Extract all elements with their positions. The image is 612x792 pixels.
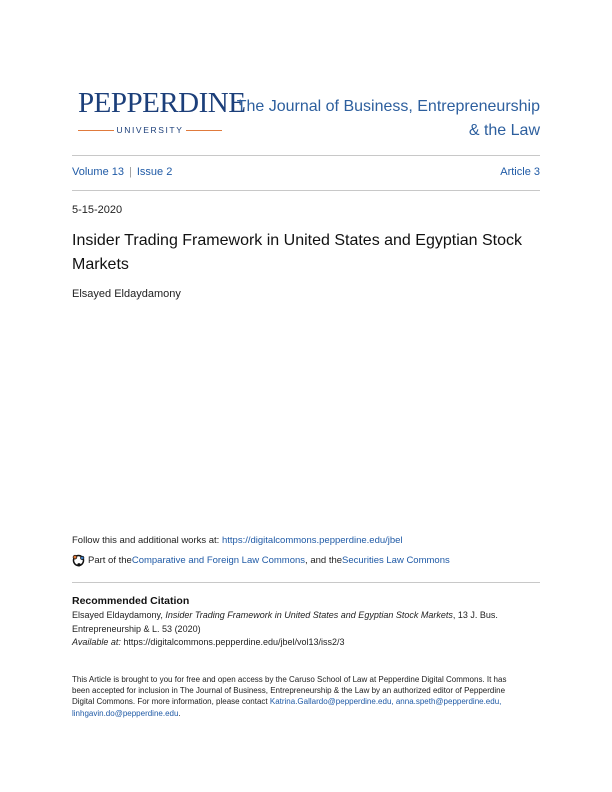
logo-rule-left xyxy=(78,130,114,131)
citation-text xyxy=(72,609,540,650)
journal-title-link[interactable] xyxy=(220,95,540,143)
citation-divider xyxy=(72,582,540,583)
contact-emails[interactable]: Katrina.Gallardo@pepperdine.edu, anna.speth@pepperdine.edu, linhgavin.do@pepperdine.edu xyxy=(72,697,502,718)
issue-separator: | xyxy=(128,166,132,178)
citation-title: Insider Trading Framework in United States and Egyptian Stock Markets xyxy=(165,610,453,620)
citation-rest: , 13 J. Bus. Entrepreneurship & L. 53 (2020) xyxy=(72,610,498,634)
issue-bar xyxy=(72,165,540,179)
university-logo-wordmark[interactable]: PEPPERDINE xyxy=(78,87,246,119)
volume-link[interactable]: Volume 13 xyxy=(72,166,124,178)
article-title: Insider Trading Framework in United States and Egyptian Stock Markets xyxy=(72,232,522,273)
citation-author: Elsayed Eldaydamony, xyxy=(72,610,166,620)
issue-divider xyxy=(72,190,540,191)
logo-subtext-label: UNIVERSITY xyxy=(116,125,184,135)
network-icon xyxy=(72,554,85,567)
access-notice xyxy=(72,674,512,719)
part-of-middle: , and the xyxy=(305,555,343,566)
follow-line xyxy=(72,535,403,546)
issue-link[interactable]: Issue 2 xyxy=(136,166,173,178)
header-divider xyxy=(72,155,540,156)
article-author: Elsayed Eldaydamony xyxy=(72,288,181,300)
access-notice-text: This Article is brought to you for free and open access by the Caruso School of Law at Pepperdine Digital Commons. It has been accepted for inclusion in The Journal of Business, Entrepreneurship & the Law by an authorized editor of Pepperdine Digital Commons. For more information, please contact xyxy=(72,675,507,707)
follow-label: Follow this and additional works at: xyxy=(72,535,222,546)
follow-link[interactable]: https://digitalcommons.pepperdine.edu/jbel xyxy=(221,535,403,546)
available-at-label: Available at: xyxy=(72,637,121,647)
recommended-citation-heading: Recommended Citation xyxy=(72,595,190,607)
publication-date: 5-15-2020 xyxy=(72,204,123,216)
journal-title-line2[interactable]: & the Law xyxy=(468,122,540,139)
journal-title-line1[interactable]: The Journal of Business, Entrepreneurship xyxy=(236,98,540,115)
part-of-line xyxy=(72,554,450,567)
comparative-foreign-law-link[interactable]: Comparative and Foreign Law Commons xyxy=(131,555,306,566)
available-at-url[interactable]: https://digitalcommons.pepperdine.edu/jbel/vol13/iss2/3 xyxy=(120,637,345,647)
part-of-prefix: Part of the xyxy=(88,555,132,566)
article-link[interactable]: Article 3 xyxy=(500,166,540,178)
securities-law-link[interactable]: Securities Law Commons xyxy=(342,555,450,566)
access-notice-end: . xyxy=(178,708,181,718)
university-logo-subtext xyxy=(78,124,222,136)
logo-rule-right xyxy=(186,130,222,131)
